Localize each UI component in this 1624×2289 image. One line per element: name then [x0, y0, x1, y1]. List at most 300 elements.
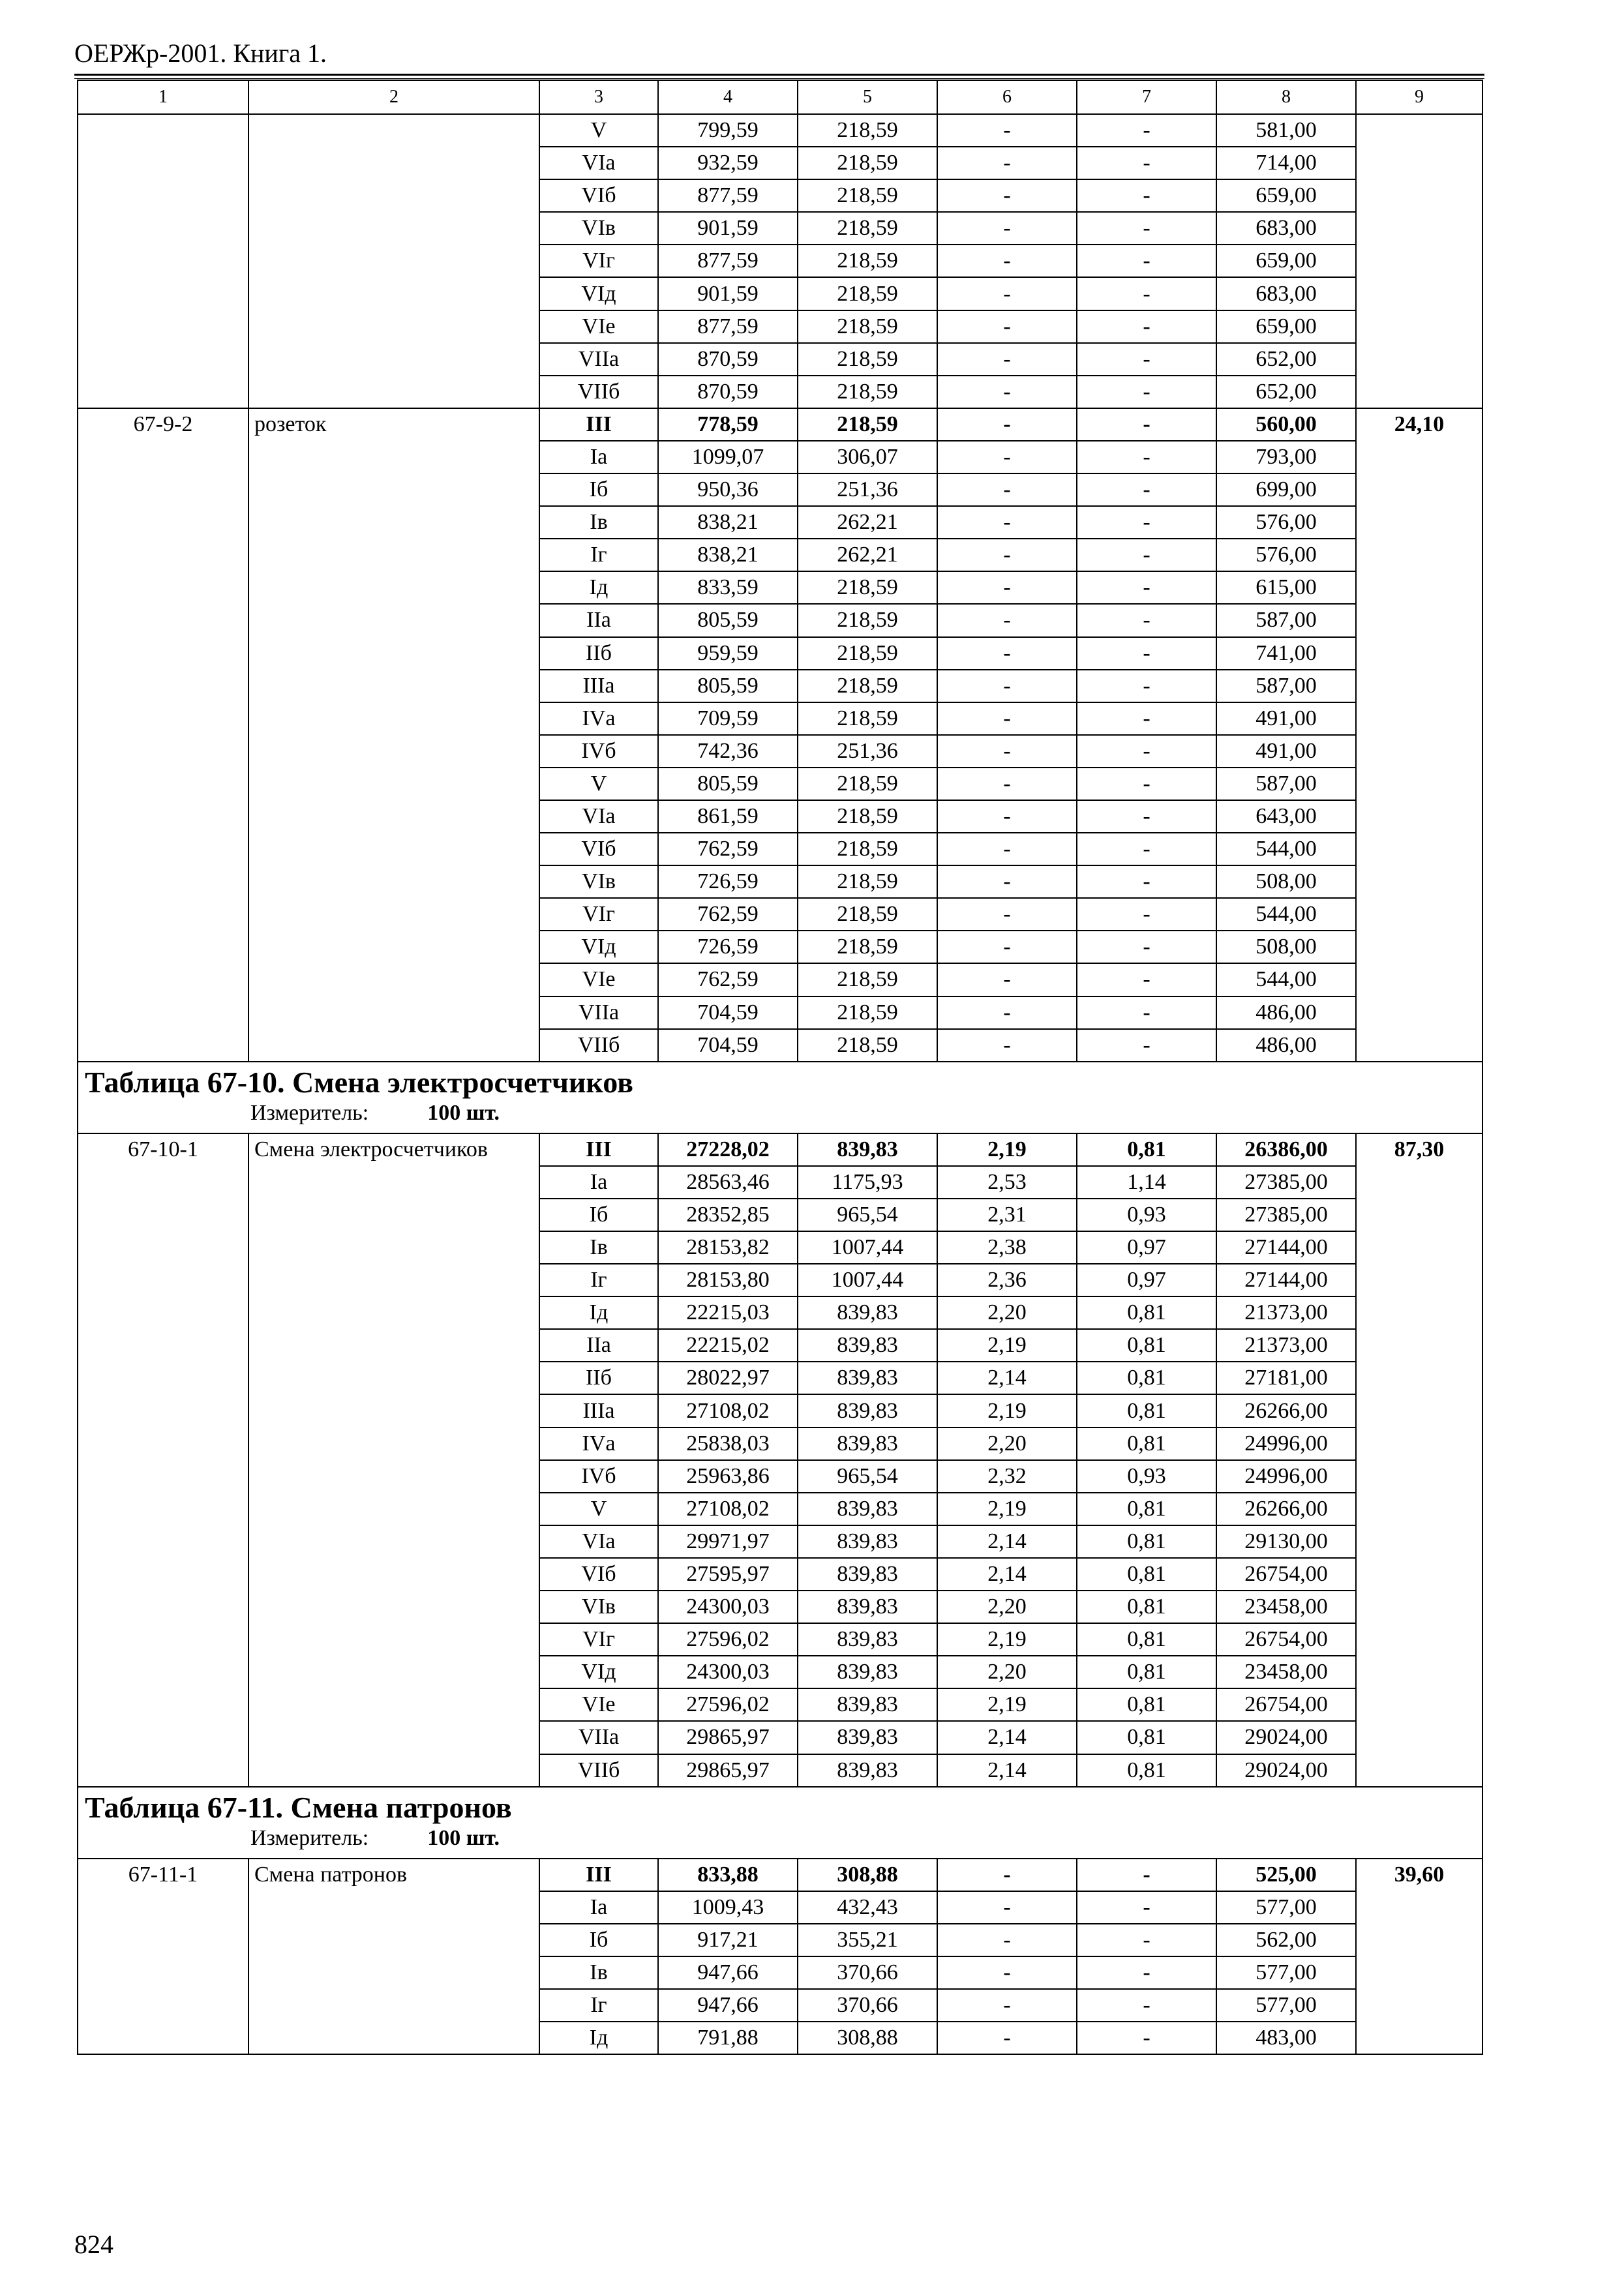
value-cell: 0,97 [1077, 1264, 1216, 1296]
value-cell: 27181,00 [1216, 1362, 1356, 1394]
value-cell: 26266,00 [1216, 1493, 1356, 1525]
value-cell: 877,59 [658, 245, 798, 277]
value-cell: 21373,00 [1216, 1329, 1356, 1362]
value-cell: - [1077, 865, 1216, 898]
value-cell: 932,59 [658, 147, 798, 179]
zone-cell: VIIа [539, 343, 658, 376]
value-cell: - [937, 1956, 1077, 1989]
value-cell: 2,31 [937, 1199, 1077, 1231]
value-cell: 28563,46 [658, 1166, 798, 1199]
column-header: 7 [1077, 80, 1216, 114]
value-cell: 525,00 [1216, 1859, 1356, 1891]
value-cell: 218,59 [798, 768, 937, 800]
value-cell: 950,36 [658, 473, 798, 506]
value-cell: 2,19 [937, 1623, 1077, 1656]
value-cell: - [937, 996, 1077, 1029]
value-cell: 577,00 [1216, 1956, 1356, 1989]
value-cell: 218,59 [798, 1029, 937, 1062]
value-cell: 839,83 [798, 1688, 937, 1721]
value-cell: 26754,00 [1216, 1623, 1356, 1656]
value-cell: - [937, 637, 1077, 670]
value-cell: 0,81 [1077, 1329, 1216, 1362]
value-cell: - [937, 539, 1077, 571]
value-cell: 581,00 [1216, 114, 1356, 147]
column-header: 5 [798, 80, 937, 114]
rate-code: 67-10-1 [78, 1133, 248, 1787]
value-cell: - [1077, 539, 1216, 571]
value-cell: 508,00 [1216, 931, 1356, 963]
value-cell: - [1077, 670, 1216, 702]
value-cell: 791,88 [658, 2022, 798, 2054]
weight-empty [1356, 114, 1482, 408]
value-cell: - [1077, 408, 1216, 441]
zone-cell: IVб [539, 1460, 658, 1493]
value-cell: - [937, 735, 1077, 768]
value-cell: 218,59 [798, 898, 937, 931]
rate-code: 67-11-1 [78, 1859, 248, 2055]
rate-code-empty [78, 114, 248, 408]
value-cell: 29971,97 [658, 1525, 798, 1558]
zone-cell: VIIа [539, 1721, 658, 1754]
value-cell: 0,81 [1077, 1754, 1216, 1787]
value-cell: 805,59 [658, 768, 798, 800]
zone-cell: Iв [539, 1231, 658, 1264]
value-cell: 27596,02 [658, 1623, 798, 1656]
work-name: Смена электросчетчиков [248, 1133, 539, 1787]
value-cell: 839,83 [798, 1525, 937, 1558]
value-cell: 27385,00 [1216, 1166, 1356, 1199]
value-cell: 877,59 [658, 179, 798, 212]
value-cell: - [1077, 637, 1216, 670]
weight-cell: 24,10 [1356, 408, 1482, 1062]
table-title-cell [78, 1787, 1482, 1859]
value-cell: 486,00 [1216, 1029, 1356, 1062]
value-cell: 2,20 [937, 1656, 1077, 1688]
value-cell: 877,59 [658, 310, 798, 343]
value-cell: - [937, 898, 1077, 931]
value-cell: 25963,86 [658, 1460, 798, 1493]
zone-cell: VIа [539, 1525, 658, 1558]
table-title: Таблица 67-11. Смена патронов [85, 1790, 512, 1824]
value-cell: 577,00 [1216, 1891, 1356, 1924]
zone-cell: Iб [539, 1924, 658, 1956]
value-cell: 587,00 [1216, 670, 1356, 702]
zone-cell: VIе [539, 1688, 658, 1721]
value-cell: - [1077, 735, 1216, 768]
value-cell: - [937, 768, 1077, 800]
zone-cell: Iб [539, 473, 658, 506]
weight-cell: 87,30 [1356, 1133, 1482, 1787]
value-cell: 26266,00 [1216, 1394, 1356, 1427]
table-title-row [78, 1062, 1482, 1133]
value-cell: - [937, 1924, 1077, 1956]
zone-cell: Iв [539, 1956, 658, 1989]
weight-cell: 39,60 [1356, 1859, 1482, 2055]
column-header: 9 [1356, 80, 1482, 114]
unit-line [85, 1100, 1482, 1126]
value-cell: 839,83 [798, 1558, 937, 1591]
zone-cell: VIб [539, 833, 658, 865]
value-cell: 218,59 [798, 571, 937, 604]
value-cell: 793,00 [1216, 441, 1356, 473]
value-cell: 0,93 [1077, 1460, 1216, 1493]
column-header: 3 [539, 80, 658, 114]
value-cell: 762,59 [658, 833, 798, 865]
value-cell: 839,83 [798, 1133, 937, 1166]
column-header: 4 [658, 80, 798, 114]
value-cell: 27385,00 [1216, 1199, 1356, 1231]
unit-line [85, 1825, 1482, 1851]
zone-cell: Iа [539, 1891, 658, 1924]
zone-cell: IVа [539, 702, 658, 735]
value-cell: 659,00 [1216, 245, 1356, 277]
value-cell: 2,19 [937, 1133, 1077, 1166]
value-cell: - [937, 604, 1077, 636]
value-cell: 652,00 [1216, 376, 1356, 408]
value-cell: 2,14 [937, 1721, 1077, 1754]
value-cell: 22215,03 [658, 1296, 798, 1329]
value-cell: - [937, 408, 1077, 441]
zone-cell: VIа [539, 147, 658, 179]
value-cell: - [1077, 1956, 1216, 1989]
value-cell: 218,59 [798, 310, 937, 343]
value-cell: - [1077, 1891, 1216, 1924]
value-cell: 486,00 [1216, 996, 1356, 1029]
value-cell: 709,59 [658, 702, 798, 735]
value-cell: 839,83 [798, 1754, 937, 1787]
value-cell: 839,83 [798, 1721, 937, 1754]
value-cell: 218,59 [798, 604, 937, 636]
value-cell: - [1077, 1924, 1216, 1956]
value-cell: 652,00 [1216, 343, 1356, 376]
value-cell: 218,59 [798, 702, 937, 735]
value-cell: 218,59 [798, 637, 937, 670]
value-cell: - [1077, 473, 1216, 506]
zone-cell: VIв [539, 1591, 658, 1623]
value-cell: 683,00 [1216, 277, 1356, 310]
value-cell: 839,83 [798, 1493, 937, 1525]
zone-cell: VIе [539, 310, 658, 343]
value-cell: 2,20 [937, 1296, 1077, 1329]
page-header: ОЕРЖр-2001. Книга 1. [74, 38, 327, 68]
page-number: 824 [74, 2230, 113, 2259]
value-cell: 965,54 [798, 1460, 937, 1493]
value-cell: - [1077, 310, 1216, 343]
value-cell: - [937, 179, 1077, 212]
value-cell: 799,59 [658, 114, 798, 147]
value-cell: 27144,00 [1216, 1264, 1356, 1296]
zone-cell: VIг [539, 245, 658, 277]
value-cell: - [937, 571, 1077, 604]
zone-cell: III [539, 1133, 658, 1166]
value-cell: 218,59 [798, 408, 937, 441]
zone-cell: VIIб [539, 1754, 658, 1787]
zone-cell: III [539, 1859, 658, 1891]
value-cell: - [1077, 441, 1216, 473]
value-cell: - [937, 212, 1077, 245]
zone-cell: VIг [539, 898, 658, 931]
value-cell: 28022,97 [658, 1362, 798, 1394]
value-cell: 726,59 [658, 931, 798, 963]
value-cell: 218,59 [798, 833, 937, 865]
value-cell: 26386,00 [1216, 1133, 1356, 1166]
value-cell: - [1077, 114, 1216, 147]
zone-cell: IIIа [539, 1394, 658, 1427]
value-cell: 218,59 [798, 343, 937, 376]
value-cell: 0,81 [1077, 1296, 1216, 1329]
value-cell: 2,14 [937, 1558, 1077, 1591]
value-cell: 483,00 [1216, 2022, 1356, 2054]
value-cell: 370,66 [798, 1989, 937, 2022]
zone-cell: Iг [539, 539, 658, 571]
value-cell: 762,59 [658, 898, 798, 931]
value-cell: 704,59 [658, 996, 798, 1029]
value-cell: 29024,00 [1216, 1721, 1356, 1754]
value-cell: - [1077, 702, 1216, 735]
work-name: Смена патронов [248, 1859, 539, 2055]
value-cell: - [937, 310, 1077, 343]
value-cell: - [1077, 245, 1216, 277]
value-cell: 2,19 [937, 1394, 1077, 1427]
value-cell: 659,00 [1216, 310, 1356, 343]
value-cell: - [937, 114, 1077, 147]
header-rule [74, 74, 1484, 76]
value-cell: 1007,44 [798, 1231, 937, 1264]
value-cell: 2,36 [937, 1264, 1077, 1296]
value-cell: 838,21 [658, 506, 798, 539]
value-cell: 26754,00 [1216, 1688, 1356, 1721]
value-cell: - [937, 343, 1077, 376]
value-cell: 2,14 [937, 1362, 1077, 1394]
table-title: Таблица 67-10. Смена электросчетчиков [85, 1065, 634, 1099]
value-cell: 218,59 [798, 245, 937, 277]
value-cell: 0,97 [1077, 1231, 1216, 1264]
table-row [78, 114, 1482, 147]
value-cell: 218,59 [798, 670, 937, 702]
zone-cell: Iа [539, 1166, 658, 1199]
zone-cell: VIв [539, 212, 658, 245]
zone-cell: IIа [539, 604, 658, 636]
zone-cell: Iд [539, 571, 658, 604]
value-cell: 2,53 [937, 1166, 1077, 1199]
value-cell: - [937, 963, 1077, 996]
value-cell: 27108,02 [658, 1394, 798, 1427]
value-cell: 0,81 [1077, 1428, 1216, 1460]
value-cell: 643,00 [1216, 800, 1356, 833]
column-header: 1 [78, 80, 248, 114]
table-row [78, 1133, 1482, 1166]
column-header: 6 [937, 80, 1077, 114]
value-cell: 587,00 [1216, 768, 1356, 800]
value-cell: 0,81 [1077, 1133, 1216, 1166]
work-name-empty [248, 114, 539, 408]
value-cell: - [1077, 506, 1216, 539]
value-cell: 833,59 [658, 571, 798, 604]
value-cell: 355,21 [798, 1924, 937, 1956]
value-cell: 2,38 [937, 1231, 1077, 1264]
value-cell: 1099,07 [658, 441, 798, 473]
value-cell: - [1077, 898, 1216, 931]
value-cell: 27228,02 [658, 1133, 798, 1166]
value-cell: - [937, 800, 1077, 833]
value-cell: - [1077, 343, 1216, 376]
value-cell: 218,59 [798, 147, 937, 179]
zone-cell: IIб [539, 637, 658, 670]
value-cell: - [937, 931, 1077, 963]
value-cell: - [937, 473, 1077, 506]
zone-cell: VIд [539, 1656, 658, 1688]
zone-cell: III [539, 408, 658, 441]
value-cell: 25838,03 [658, 1428, 798, 1460]
zone-cell: Iб [539, 1199, 658, 1231]
value-cell: - [937, 865, 1077, 898]
zone-cell: VIв [539, 865, 658, 898]
zone-cell: VIд [539, 931, 658, 963]
value-cell: 544,00 [1216, 898, 1356, 931]
value-cell: 726,59 [658, 865, 798, 898]
value-cell: - [937, 441, 1077, 473]
value-cell: 508,00 [1216, 865, 1356, 898]
price-table [77, 80, 1483, 2055]
value-cell: 28352,85 [658, 1199, 798, 1231]
value-cell: 218,59 [798, 963, 937, 996]
zone-cell: V [539, 114, 658, 147]
value-cell: 1009,43 [658, 1891, 798, 1924]
value-cell: 0,81 [1077, 1493, 1216, 1525]
value-cell: 562,00 [1216, 1924, 1356, 1956]
value-cell: 2,14 [937, 1525, 1077, 1558]
value-cell: 0,81 [1077, 1558, 1216, 1591]
value-cell: 27144,00 [1216, 1231, 1356, 1264]
value-cell: 218,59 [798, 376, 937, 408]
value-cell: 577,00 [1216, 1989, 1356, 2022]
zone-cell: Iв [539, 506, 658, 539]
zone-cell: IVа [539, 1428, 658, 1460]
value-cell: 308,88 [798, 2022, 937, 2054]
value-cell: 2,19 [937, 1329, 1077, 1362]
value-cell: 965,54 [798, 1199, 937, 1231]
value-cell: 861,59 [658, 800, 798, 833]
value-cell: 683,00 [1216, 212, 1356, 245]
unit-label: Измеритель: [250, 1825, 369, 1850]
value-cell: 218,59 [798, 277, 937, 310]
value-cell: - [1077, 800, 1216, 833]
zone-cell: VIIа [539, 996, 658, 1029]
zone-cell: VIг [539, 1623, 658, 1656]
value-cell: 27108,02 [658, 1493, 798, 1525]
value-cell: 1007,44 [798, 1264, 937, 1296]
value-cell: 23458,00 [1216, 1656, 1356, 1688]
unit-label: Измеритель: [250, 1100, 369, 1125]
value-cell: 959,59 [658, 637, 798, 670]
value-cell: - [937, 833, 1077, 865]
value-cell: 28153,82 [658, 1231, 798, 1264]
zone-cell: IIа [539, 1329, 658, 1362]
value-cell: 1175,93 [798, 1166, 937, 1199]
value-cell: 762,59 [658, 963, 798, 996]
column-header: 2 [248, 80, 539, 114]
value-cell: 742,36 [658, 735, 798, 768]
value-cell: 870,59 [658, 376, 798, 408]
zone-cell: VIб [539, 1558, 658, 1591]
column-header: 8 [1216, 80, 1356, 114]
value-cell: 839,83 [798, 1623, 937, 1656]
value-cell: 24300,03 [658, 1591, 798, 1623]
value-cell: 839,83 [798, 1428, 937, 1460]
table-title-row [78, 1787, 1482, 1859]
value-cell: - [937, 1859, 1077, 1891]
value-cell: - [1077, 833, 1216, 865]
value-cell: - [1077, 768, 1216, 800]
value-cell: 947,66 [658, 1956, 798, 1989]
value-cell: 306,07 [798, 441, 937, 473]
value-cell: 23458,00 [1216, 1591, 1356, 1623]
value-cell: - [1077, 996, 1216, 1029]
value-cell: 251,36 [798, 735, 937, 768]
value-cell: 432,43 [798, 1891, 937, 1924]
value-cell: 741,00 [1216, 637, 1356, 670]
zone-cell: IIб [539, 1362, 658, 1394]
unit-value: 100 шт. [427, 1825, 500, 1850]
value-cell: 27596,02 [658, 1688, 798, 1721]
value-cell: - [937, 1891, 1077, 1924]
zone-cell: Iа [539, 441, 658, 473]
value-cell: 576,00 [1216, 539, 1356, 571]
value-cell: 2,20 [937, 1591, 1077, 1623]
value-cell: 251,36 [798, 473, 937, 506]
value-cell: - [937, 147, 1077, 179]
zone-cell: Iд [539, 2022, 658, 2054]
value-cell: 838,21 [658, 539, 798, 571]
value-cell: 778,59 [658, 408, 798, 441]
work-name: розеток [248, 408, 539, 1062]
value-cell: 576,00 [1216, 506, 1356, 539]
value-cell: 544,00 [1216, 833, 1356, 865]
value-cell: 370,66 [798, 1956, 937, 1989]
value-cell: 947,66 [658, 1989, 798, 2022]
value-cell: 29865,97 [658, 1754, 798, 1787]
value-cell: - [937, 277, 1077, 310]
unit-value: 100 шт. [427, 1100, 500, 1125]
value-cell: 218,59 [798, 996, 937, 1029]
value-cell: 833,88 [658, 1859, 798, 1891]
value-cell: 917,21 [658, 1924, 798, 1956]
value-cell: - [937, 702, 1077, 735]
value-cell: - [1077, 2022, 1216, 2054]
value-cell: - [937, 376, 1077, 408]
value-cell: - [1077, 212, 1216, 245]
table-row [78, 408, 1482, 441]
value-cell: 218,59 [798, 931, 937, 963]
value-cell: 870,59 [658, 343, 798, 376]
value-cell: 2,19 [937, 1493, 1077, 1525]
value-cell: - [1077, 963, 1216, 996]
value-cell: 0,81 [1077, 1394, 1216, 1427]
value-cell: - [1077, 147, 1216, 179]
value-cell: 2,20 [937, 1428, 1077, 1460]
value-cell: - [1077, 571, 1216, 604]
value-cell: 0,81 [1077, 1525, 1216, 1558]
value-cell: 0,81 [1077, 1591, 1216, 1623]
value-cell: - [937, 1029, 1077, 1062]
value-cell: 901,59 [658, 212, 798, 245]
value-cell: - [1077, 179, 1216, 212]
zone-cell: Iг [539, 1264, 658, 1296]
zone-cell: VIа [539, 800, 658, 833]
value-cell: 0,81 [1077, 1721, 1216, 1754]
value-cell: 28153,80 [658, 1264, 798, 1296]
value-cell: 714,00 [1216, 147, 1356, 179]
